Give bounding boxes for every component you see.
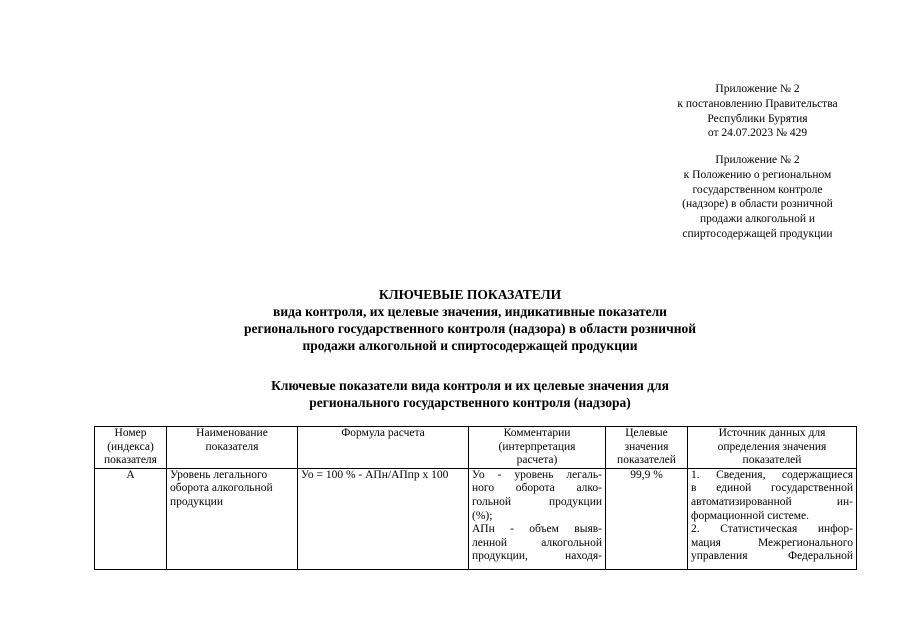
header-text: Формула расчета <box>341 427 425 439</box>
header-source <box>688 427 857 469</box>
header-text: показателя <box>104 454 157 467</box>
header-text: (индекса) <box>107 440 154 453</box>
cell-text: продукции, находя- <box>472 550 602 563</box>
annex-line: спиртосодержащей продукции <box>682 227 833 240</box>
cell-text: Уровень легального <box>170 468 268 481</box>
cell-text: (%); <box>472 509 493 522</box>
header-text: расчета) <box>516 454 558 467</box>
annex-line: государственном контроле <box>692 183 823 196</box>
header-name <box>167 427 298 469</box>
subtitle-line: Ключевые показатели вида контроля и их целевые значения для <box>271 378 669 393</box>
cell-text: Уо - уровень легаль- <box>472 468 602 481</box>
key-indicators-table <box>94 426 857 570</box>
title-line: регионального государственного контроля (надзора) в области розничной <box>243 321 697 336</box>
cell-text: АПн - объем выяв- <box>472 523 602 536</box>
header-text: Комментарии <box>503 427 571 439</box>
table-row <box>95 468 857 569</box>
header-formula <box>298 427 469 469</box>
header-text: Наименование <box>196 427 268 439</box>
cell-text: в единой государственной <box>691 482 853 495</box>
header-comment <box>469 427 606 469</box>
cell-comment <box>469 468 606 569</box>
annex-line: продажи алкогольной и <box>699 213 816 226</box>
cell-text: мация Межрегионального <box>691 536 853 549</box>
table-header-row <box>95 427 857 469</box>
annex-line: Приложение № 2 <box>715 154 800 166</box>
title-line: вида контроля, их целевые значения, индикативные показатели <box>273 304 667 319</box>
cell-text: формационной системе. <box>691 509 809 522</box>
cell-text: гольной продукции <box>472 495 602 508</box>
annex-line: от 24.07.2023 № 429 <box>707 127 808 140</box>
header-text: значения <box>624 440 669 453</box>
annex-line: Приложение № 2 <box>715 83 800 95</box>
header-text: Номер <box>114 427 147 439</box>
subtitle-line: регионального государственного контроля (надзора) <box>309 395 631 410</box>
header-text: показателей <box>617 454 676 467</box>
annex-line: Республики Бурятия <box>707 112 808 125</box>
annex-resolution-reference <box>655 82 860 141</box>
cell-formula: Уо = 100 % - АПн/АПпр х 100 <box>298 468 469 569</box>
cell-text: продукции <box>170 495 223 508</box>
cell-text: оборота алкогольной <box>170 482 273 495</box>
cell-index: А <box>95 468 167 569</box>
header-index <box>95 427 167 469</box>
header-text: Источник данных для <box>718 427 826 439</box>
annex-line: (надзоре) в области розничной <box>682 198 833 211</box>
cell-source <box>688 468 857 569</box>
cell-name <box>167 468 298 569</box>
cell-text: 2. Статистическая инфор- <box>691 523 853 536</box>
document-title <box>150 286 790 354</box>
title-line: продажи алкогольной и спиртосодержащей продукции <box>302 338 638 353</box>
cell-text: ленной алкогольной <box>472 536 602 549</box>
annex-line: к постановлению Правительства <box>677 97 838 110</box>
section-subtitle <box>150 377 790 411</box>
cell-text: управления Федеральной <box>691 550 853 563</box>
header-target <box>606 427 688 469</box>
header-text: (интерпретация <box>498 440 576 453</box>
cell-text: 1. Сведения, содержащиеся <box>691 468 853 481</box>
cell-text: ного оборота алко- <box>472 482 602 495</box>
header-text: показателя <box>205 440 259 453</box>
header-text: определения значения <box>717 440 827 453</box>
cell-target: 99,9 % <box>606 468 688 569</box>
header-text: Целевые <box>625 427 668 439</box>
annex-line: к Положению о региональном <box>683 168 832 181</box>
annex-regulation-reference <box>655 153 860 242</box>
header-text: показателей <box>742 454 802 467</box>
cell-text: автоматизированной ин- <box>691 495 853 508</box>
title-main: КЛЮЧЕВЫЕ ПОКАЗАТЕЛИ <box>378 287 562 302</box>
